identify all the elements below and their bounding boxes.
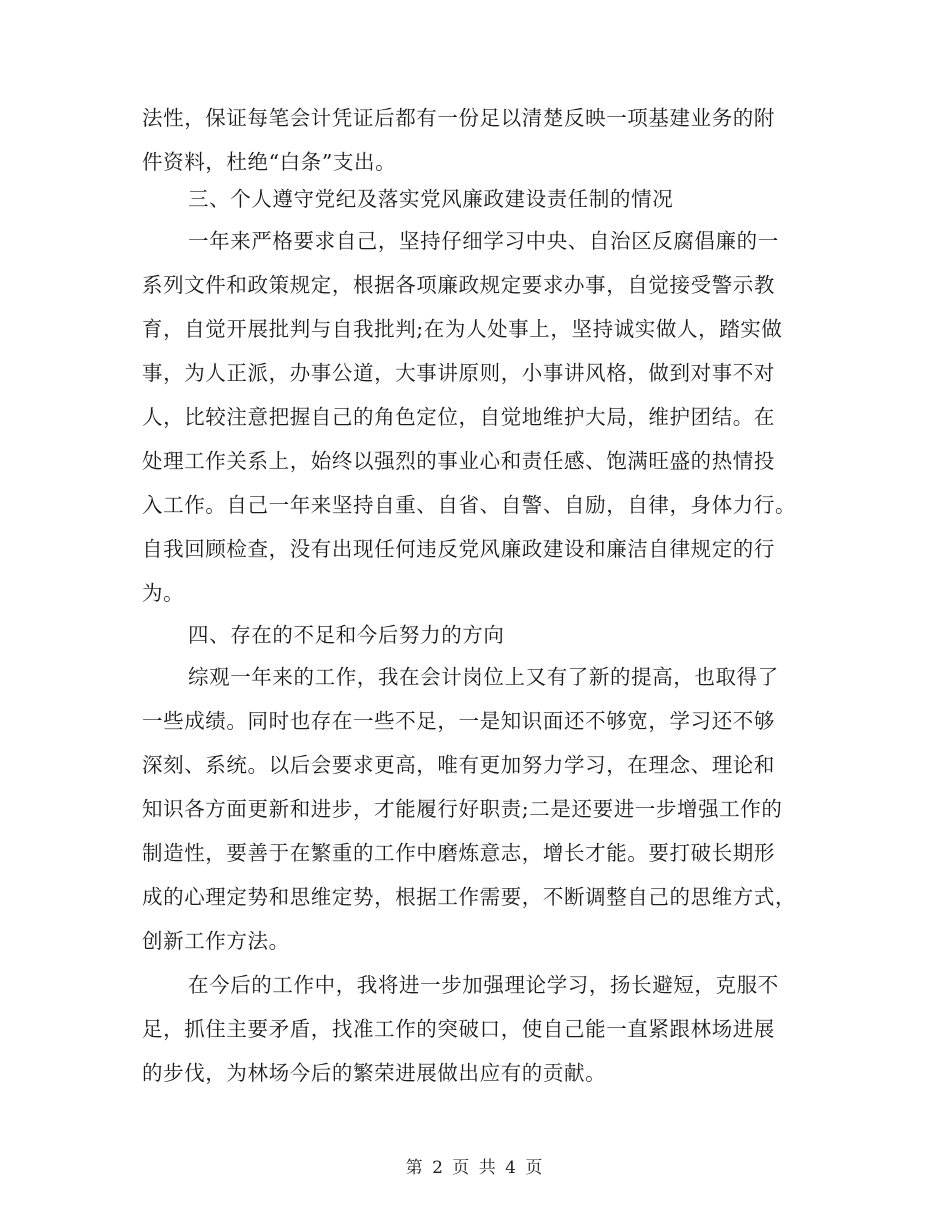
body-text-line: 一些成绩。同时也存在一些不足，一是知识面还不够宽，学习还不够 [142, 709, 775, 733]
body-text-line: 法性，保证每笔会计凭证后都有一份足以清楚反映一项基建业务的附 [142, 106, 775, 130]
body-text-line: 系列文件和政策规定，根据各项廉政规定要求办事，自觉接受警示教 [142, 273, 775, 297]
body-text-line: 足，抓住主要矛盾，找准工作的突破口，使自己能一直紧跟林场进展 [142, 1017, 775, 1041]
body-text-line: 一年来严格要求自己，坚持仔细学习中央、自治区反腐倡廉的一 [188, 229, 779, 253]
body-text-line: 的步伐，为林场今后的繁荣进展做出应有的贡献。 [142, 1061, 607, 1085]
page-number-footer: 第 2 页 共 4 页 [405, 1158, 545, 1178]
body-text-line: 事，为人正派，办事公道，大事讲原则，小事讲风格，做到对事不对 [142, 361, 775, 385]
section-heading-4: 四、存在的不足和今后努力的方向 [188, 623, 505, 647]
body-text-line: 入工作。自己一年来坚持自重、自省、自警、自励，自律，身体力行。 [142, 493, 797, 517]
body-text-line: 知识各方面更新和进步，才能履行好职责;二是还要进一步增强工作的 [142, 797, 783, 821]
body-text-line: 自我回顾检查，没有出现任何违反党风廉政建设和廉洁自律规定的行 [142, 537, 775, 561]
body-text-line: 制造性，要善于在繁重的工作中磨炼意志，增长才能。要打破长期形 [142, 841, 775, 865]
body-text-line: 深刻、系统。以后会要求更高，唯有更加努力学习，在理念、理论和 [142, 753, 775, 777]
body-text-line: 创新工作方法。 [142, 929, 290, 953]
body-text-line: 件资料，杜绝“白条”支出。 [142, 150, 397, 174]
body-text-line: 综观一年来的工作，我在会计岗位上又有了新的提高，也取得了 [188, 665, 779, 689]
body-text-line: 在今后的工作中，我将进一步加强理论学习，扬长避短，克服不 [188, 973, 779, 997]
body-text-line: 育，自觉开展批判与自我批判;在为人处事上，坚持诚实做人，踏实做 [142, 317, 783, 341]
body-text-line: 成的心理定势和思维定势，根据工作需要，不断调整自己的思维方式， [142, 885, 797, 909]
body-text-line: 人，比较注意把握自己的角色定位，自觉地维护大局，维护团结。在 [142, 405, 775, 429]
body-text-line: 处理工作关系上，始终以强烈的事业心和责任感、饱满旺盛的热情投 [142, 449, 775, 473]
section-heading-3: 三、个人遵守党纪及落实党风廉政建设责任制的情况 [188, 187, 674, 211]
body-text-line: 为。 [142, 581, 185, 605]
